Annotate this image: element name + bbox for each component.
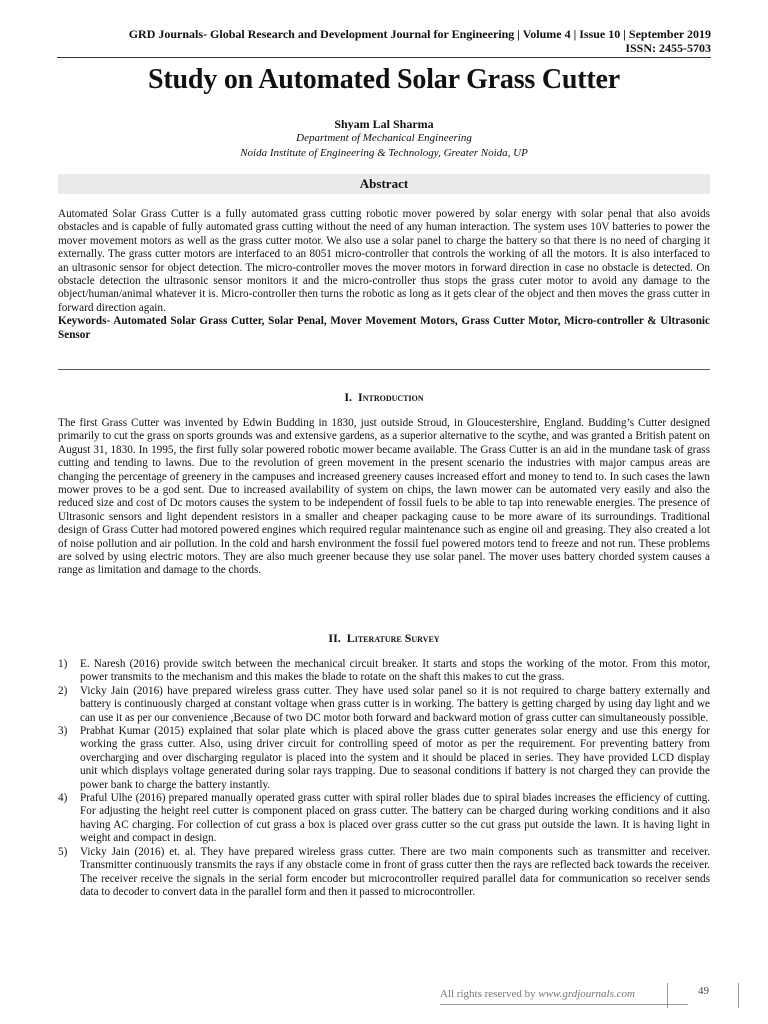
section-divider	[58, 369, 710, 370]
abstract-heading-bar	[58, 174, 710, 194]
footer-rights-text: All rights reserved by	[440, 988, 539, 1000]
footer-copyright	[440, 988, 635, 1000]
list-item	[58, 685, 710, 725]
paper-title: Study on Automated Solar Grass Cutter	[147, 64, 620, 95]
list-item	[58, 792, 710, 846]
footer-divider-tick	[738, 983, 739, 1008]
list-item-number: 2)	[58, 684, 68, 697]
header-divider	[57, 57, 711, 58]
footer-site-link[interactable]: www.grdjournals.com	[538, 988, 635, 1000]
author-institute: Noida Institute of Engineering & Technology, Greater Noida, UP	[240, 147, 528, 159]
list-item-number: 3)	[58, 725, 68, 738]
section-title: Literature Survey	[346, 631, 440, 645]
journal-header: GRD Journals- Global Research and Development Journal for Engineering | Volume 4 | Issue 10 | September 2019	[128, 27, 711, 41]
section-number: I.	[344, 390, 353, 404]
list-item-text: Vicky Jain (2016) et. al. They have prepared wireless grass cutter. There are two main components such as transmitter and receiver. Transmitter continuously transmits the rays if any obstacle come in front of grass cutter then the rays are reflected back towards the receiver. The receiver receive the signals in the serial form encoder but microcontroller required parallel data for communication so receiver sends data to decoder to convert data in the parallel form and then it passed to microcontroller.	[80, 845, 710, 898]
list-item-text: Praful Ulhe (2016) prepared manually operated grass cutter with spiral roller blades due to spiral blades increases the efficiency of cutting. For adjusting the height reel cutter is component placed on grass cutter. The battery can be charged during working conditions and it also having AC charging. For collection of cut grass a box is placed over grass cutter so the cut grass put outside the lawn. It is having light in weight and compact in design.	[80, 792, 710, 845]
issn: ISSN: 2455-5703	[625, 41, 711, 55]
abstract-text: Automated Solar Grass Cutter is a fully automated grass cutting robotic mover powered by solar energy with solar penal that also avoids obstacles and is capable of fully automated grass cutting without the need of any human interaction. The system uses 10V batteries to power the mover movement motors as well as the grass cutter motor. We also use a solar panel to charge the battery so that there is no need of charging it externally. The grass cutter motors are interfaced to an 8051 micro-controller that controls the working of all the motors. It is also interfaced to an ultrasonic sensor for object detection. The micro-controller moves the mover motors in forward direction in case no obstacle is detected. On obstacle detection the ultrasonic sensor monitors it and the micro-controller thus stops the grass cuter motor to avoid any damage to the object/human/animal whatever it is. Micro-controller then turns the robotic as long as it gets clear of the object and then moves the grass cutter in forward direction again.	[58, 208, 710, 314]
list-item	[58, 725, 710, 792]
list-item-number: 1)	[58, 658, 68, 670]
list-item-text: Prabhat Kumar (2015) explained that solar plate which is placed above the grass cutter generates solar energy and use this energy for working the grass cutter. Also, using driver circuit for controlling speed of motor as per the requirement. For preventing battery from overcharging and over discharging regulator is placed into the system and it should be placed in series. They have provided LCD display unit which displays voltage generated during solar rays trapping. Due to seasonal conditions if battery is not charged they can provide the power bank to charge the battery instantly.	[80, 725, 710, 791]
section-number: II.	[328, 631, 341, 645]
abstract-section	[58, 208, 710, 342]
section-heading-literature-survey	[0, 631, 768, 646]
author-name: Shyam Lal Sharma	[334, 117, 434, 131]
footer-divider	[440, 1004, 688, 1005]
section-heading-introduction	[0, 390, 768, 405]
section-title: Introduction	[358, 390, 424, 404]
keywords: Keywords- Automated Solar Grass Cutter, Solar Penal, Mover Movement Motors, Grass Cutter Motor, Micro-controller & Ultrasonic Sensor	[58, 315, 710, 341]
list-item-number: 5)	[58, 845, 68, 858]
list-item	[58, 658, 710, 685]
list-item	[58, 846, 710, 900]
introduction-text: The first Grass Cutter was invented by Edwin Budding in 1830, just outside Stroud, in Gloucestershire, England. Budding’s Cutter designed primarily to cut the grass on sports grounds was and extensive gardens, as a superior alternative to the scythe, and was granted a British patent on August 31, 1830. In 1995, the first fully solar powered robotic mower became available. The Grass Cutter is an aid in the mundane task of grass cutting and tending to lawns. Due to the revolution of green movement in the present scenario the industries with major campus areas are changing the percentage of greenery in the campuses and increased greenery causes increased effort and money to tend to. In such cases the lawn mower proves to be a god sent. Due to increased availability of system on chips, the lawn mower can be automated very easily and also the reduced size and cost of Dc motors causes the system to be independent of fossil fuels to be able to tap into renewable energies. The presence of Ultrasonic sensors and light dependent resistors in a smaller and cheaper packaging cause to be more aware of its surroundings. Traditional design of Grass Cutter had motored powered engines which required regular maintenance such as engine oil and greasing. They also created a lot of noise pollution and air pollution. In the cold and harsh environment the fossil fuel powered motors tend to freeze and not run. These problems are solved by using electric motors. They are also much greener because they use solar panel. The mover uses battery chorded system causes a range as limitation and damage to the chords.	[58, 417, 710, 577]
page-number: 49	[698, 985, 709, 997]
abstract-heading: Abstract	[359, 176, 409, 191]
list-item-text: E. Naresh (2016) provide switch between the mechanical circuit breaker. It starts and stops the working of the motor. From this motor, power transmits to the mechanism and this makes the blade to rotate on the shaft this makes to cut the grass.	[80, 658, 710, 684]
list-item-text: Vicky Jain (2016) have prepared wireless grass cutter. They have used solar panel so it is not required to charge battery externally and battery is continuously charged at constant voltage when grass cutter is in working. The battery is getting charged by using day light and we can use it as per our convenience ,Because of two DC motor both forward and backward motion of grass cutter can simultaneously possible.	[80, 684, 710, 724]
list-item-number: 4)	[58, 792, 68, 805]
author-department: Department of Mechanical Engineering	[296, 132, 472, 144]
footer-divider-tick	[667, 983, 668, 1008]
literature-list	[58, 658, 710, 899]
